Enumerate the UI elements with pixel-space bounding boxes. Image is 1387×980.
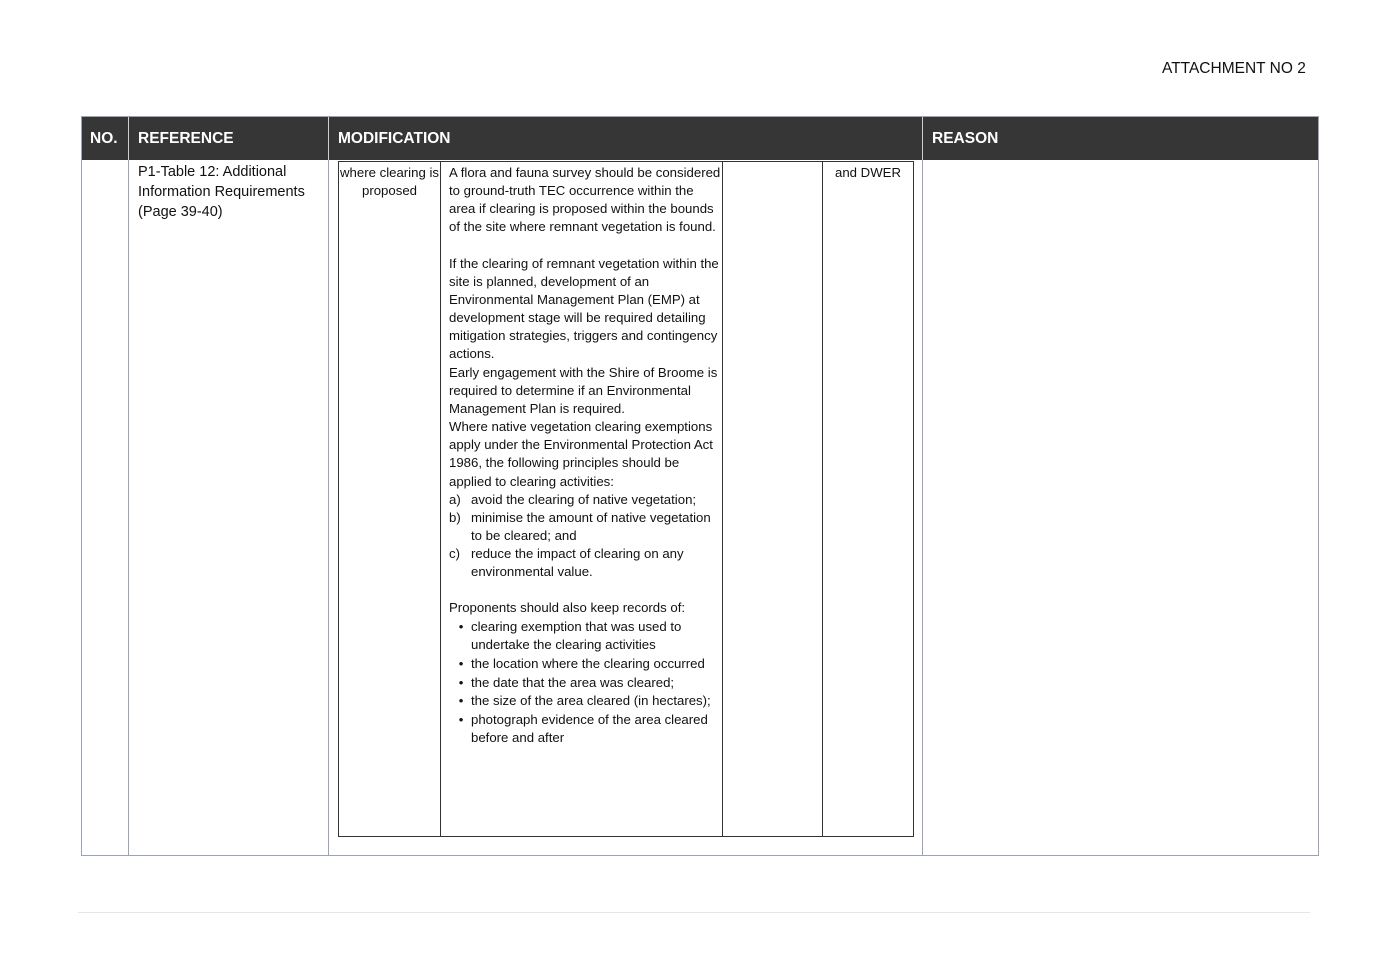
paragraph-exemptions: Where native vegetation clearing exemptions apply under the Environmental Protection Act 1986, the following principles should be applied to clearing activities: — [449, 419, 713, 489]
column-divider — [328, 160, 329, 855]
paragraph-early-engagement: Early engagement with the Shire of Broome is required to determine if an Environmental Management Plan is required. — [449, 364, 718, 416]
bullet-text: the size of the area cleared (in hectares); — [471, 693, 711, 709]
bullet-item — [449, 711, 722, 747]
bullet-item — [449, 618, 722, 654]
attachment-label: ATTACHMENT NO 2 — [1162, 60, 1306, 77]
bullet-text: clearing exemption that was used to undertake the clearing activities — [471, 619, 682, 653]
paragraph-flora-survey: A flora and fauna survey should be considered to ground-truth TEC occurrence within the area if clearing is proposed within the bounds of the site where remnant vegetation is found. — [449, 165, 721, 235]
bullet-icon: • — [458, 693, 464, 709]
list-item — [449, 545, 722, 581]
reference-cell: P1-Table 12: Additional Information Requirements (Page 39-40) — [138, 164, 305, 220]
header-modification: MODIFICATION — [338, 130, 451, 147]
header-divider — [128, 117, 129, 160]
list-item-label: c) — [449, 546, 460, 562]
bullet-item — [449, 674, 722, 692]
bullet-icon: • — [458, 655, 464, 671]
nested-cell-empty — [723, 162, 823, 836]
header-reference: REFERENCE — [138, 130, 234, 147]
header-no: NO. — [90, 130, 118, 147]
header-divider — [922, 117, 923, 160]
nested-cell-requirements — [441, 162, 723, 836]
column-divider — [128, 160, 129, 855]
list-item-text: minimise the amount of native vegetation to be cleared; and — [471, 509, 711, 543]
list-item-label: b) — [449, 509, 461, 525]
paragraph-records: Proponents should also keep records of: — [449, 600, 686, 616]
bullet-icon: • — [458, 674, 464, 690]
nested-cell-where-clearing: where clearing is proposed — [339, 162, 441, 836]
bullet-text: photograph evidence of the area cleared before and after — [471, 711, 708, 746]
bullet-item — [449, 655, 722, 673]
modifications-table — [81, 116, 1319, 856]
column-divider — [922, 160, 923, 855]
table-header-row — [82, 117, 1318, 160]
bullet-text: the location where the clearing occurred — [471, 655, 705, 671]
list-item — [449, 509, 722, 545]
header-reason: REASON — [932, 130, 999, 147]
bullet-icon: • — [458, 619, 464, 635]
bullet-item — [449, 692, 722, 710]
list-item-text: avoid the clearing of native vegetation; — [471, 491, 697, 507]
modification-nested-table — [338, 161, 914, 837]
paragraph-emp: If the clearing of remnant vegetation within the site is planned, development of an Environmental Management Plan (EMP) at development stage will be required detailing mitigation strategies, triggers and contingency actions. — [449, 255, 719, 362]
list-item-text: reduce the impact of clearing on any environmental value. — [471, 546, 684, 580]
footer-divider — [78, 912, 1310, 913]
nested-cell-agency: and DWER — [835, 165, 901, 180]
list-item-label: a) — [449, 491, 461, 507]
list-item — [449, 491, 722, 509]
bullet-icon: • — [458, 711, 464, 727]
header-divider — [328, 117, 329, 160]
bullet-text: the date that the area was cleared; — [471, 674, 675, 690]
